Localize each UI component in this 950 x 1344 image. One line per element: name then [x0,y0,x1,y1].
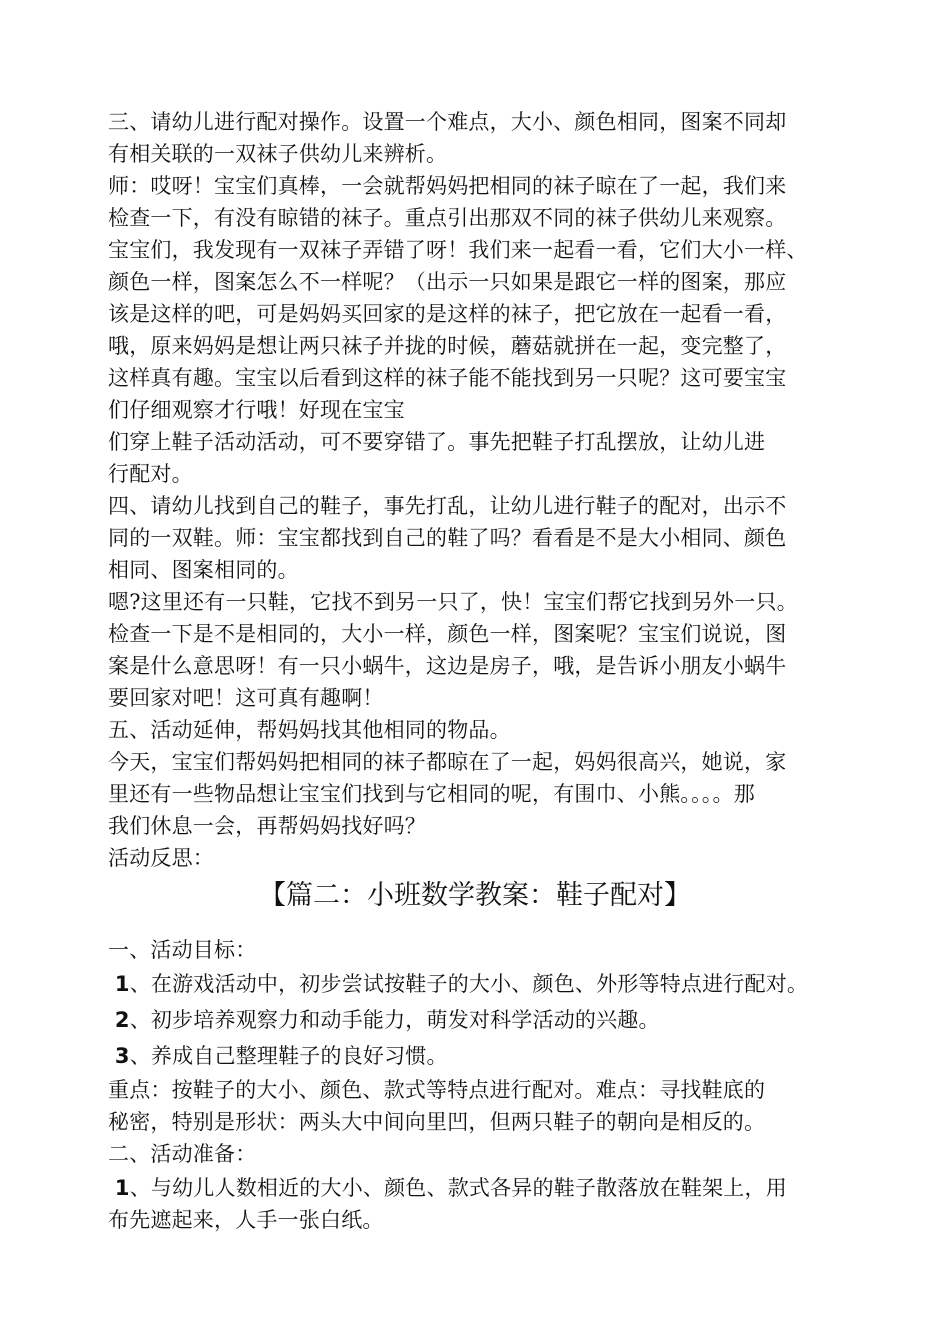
paragraph-line: 颜色一样，图案怎么不一样呢？（出示一只如果是跟它一样的图案，那应 [108,270,787,294]
paragraph-line: 师：哎呀！宝宝们真棒，一会就帮妈妈把相同的袜子晾在了一起，我们来 [108,174,787,198]
paragraph-line: 哦，原来妈妈是想让两只袜子并拢的时候，蘑菇就拼在一起，变完整了， [108,334,787,358]
goal-text: 、初步培养观察力和动手能力，萌发对科学活动的兴趣。 [129,1008,660,1032]
paragraph-line: 宝宝们，我发现有一双袜子弄错了呀！我们来一起看一看，它们大小一样、 [108,238,808,262]
goal-text: 、养成自己整理鞋子的良好习惯。 [129,1044,448,1068]
prep-item [108,1172,787,1204]
goal-item [108,1040,448,1072]
paragraph-line: 要回家对吧！这可真有趣啊！ [108,686,384,710]
goal-number: 2 [114,1008,130,1032]
prep-number: 1 [114,1176,130,1200]
paragraph-line: 这样真有趣。宝宝以后看到这样的袜子能不能找到另一只呢？这可要宝宝 [108,366,787,390]
paragraph-line: 们仔细观察才行哦！好现在宝宝 [108,398,405,422]
paragraph-line: 今天，宝宝们帮妈妈把相同的袜子都晾在了一起，妈妈很高兴，她说，家 [108,750,787,774]
prep-item-continued: 布先遮起来，人手一张白纸。 [108,1208,384,1232]
keypoint-line: 秘密，特别是形状：两头大中间向里凹，但两只鞋子的朝向是相反的。 [108,1110,766,1134]
goal-number: 1 [114,972,130,996]
prep-heading: 二、活动准备： [108,1142,257,1166]
goal-number: 3 [114,1044,130,1068]
paragraph-line: 检查一下是不是相同的，大小一样，颜色一样，图案呢？宝宝们说说，图 [108,622,787,646]
paragraph-line: 同的一双鞋。师：宝宝都找到自己的鞋了吗？看看是不是大小相同、颜色 [108,526,787,550]
paragraph-line: 检查一下，有没有晾错的袜子。重点引出那双不同的袜子供幼儿来观察。 [108,206,787,230]
paragraph-line: 嗯?这里还有一只鞋，它找不到另一只了，快！宝宝们帮它找到另外一只。 [108,590,798,614]
paragraph-line: 相同、图案相同的。 [108,558,299,582]
paragraph-line: 有相关联的一双袜子供幼儿来辨析。 [108,142,448,166]
reflection-heading: 活动反思： [108,846,214,870]
prep-text: 、与幼儿人数相近的大小、颜色、款式各异的鞋子散落放在鞋架上，用 [129,1176,787,1200]
paragraph-line: 案是什么意思呀！有一只小蜗牛，这边是房子，哦，是告诉小朋友小蜗牛 [108,654,787,678]
paragraph-line: 行配对。 [108,462,193,486]
goals-heading: 一、活动目标： [108,938,257,962]
paragraph-line: 五、活动延伸，帮妈妈找其他相同的物品。 [108,718,511,742]
goal-item [108,1004,660,1036]
goal-item [108,968,808,1000]
section-title: 【篇二：小班数学教案：鞋子配对】 [259,880,691,911]
goal-text: 、在游戏活动中，初步尝试按鞋子的大小、颜色、外形等特点进行配对。 [129,972,809,996]
paragraph-line: 里还有一些物品想让宝宝们找到与它相同的呢，有围巾、小熊。。。。那 [108,782,755,806]
paragraph-line: 四、请幼儿找到自己的鞋子，事先打乱，让幼儿进行鞋子的配对，出示不 [108,494,787,518]
paragraph-line: 们穿上鞋子活动活动，可不要穿错了。事先把鞋子打乱摆放，让幼儿进 [108,430,766,454]
paragraph-line: 三、请幼儿进行配对操作。设置一个难点，大小、颜色相同，图案不同却 [108,110,787,134]
paragraph-line: 我们休息一会，再帮妈妈找好吗？ [108,814,426,838]
keypoint-line: 重点：按鞋子的大小、颜色、款式等特点进行配对。难点：寻找鞋底的 [108,1078,766,1102]
paragraph-line: 该是这样的吧，可是妈妈买回家的是这样的袜子，把它放在一起看一看， [108,302,787,326]
